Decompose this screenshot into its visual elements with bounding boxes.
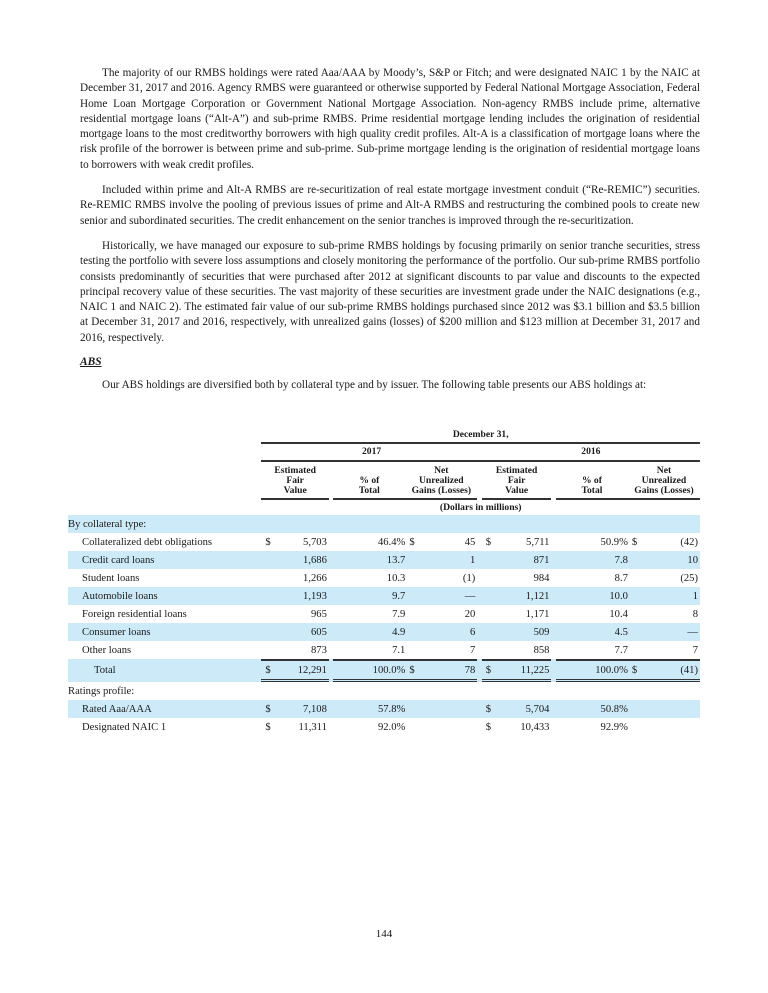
- abs-holdings-table: [68, 428, 700, 736]
- page-number: 144: [375, 928, 393, 940]
- col-header-pct-2017: % of Total: [333, 462, 405, 500]
- table-row: Credit card loans 1,686 13.7 1 871 7.8 10: [68, 551, 700, 569]
- table-row: Other loans 873 7.1 7 858 7.7 7: [82, 644, 698, 656]
- paragraph-sub-prime: Historically, we have managed our exposure to sub-prime RMBS holdings by focusing primarily on senior tranche securities, stress testing the portfolio with severe loss assumptions and closely monitoring the performance of the portfolio. Our sub-prime RMBS portfolio consists predominantly of securities that were purchased after 2012 at significant discounts to par value and discounts to the expected principal recovery value of these securities. The vast majority of these securities are investment grade under the NAIC designations (e.g., NAIC 1 and NAIC 2). The estimated fair value of our sub-prime RMBS holdings purchased since 2012 was $3.1 billion and $3.5 billion at December 31, 2017 and 2016, respectively, with unrealized gains (losses) of $200 million and $123 million at December 31, 2017 and 2016, respectively.: [80, 239, 700, 344]
- table-row-rating: Rated Aaa/AAA $ 7,108 57.8% $ 5,704 50.8%: [68, 700, 700, 718]
- paragraph-rmbs-ratings: The majority of our RMBS holdings were rated Aaa/AAA by Moody’s, S&P or Fitch; and were designated NAIC 1 by the NAIC at December 31, 2017 and 2016. Agency RMBS were guaranteed or otherwise supported by Federal National Mortgage Association, Federal Home Loan Mortgage Corporation or Government National Mortgage Association. Non-agency RMBS include prime, alternative residential mortgage loans (“Alt-A”) and sub-prime RMBS. Prime residential mortgage lending includes the origination of residential mortgage loans to the most creditworthy borrowers with high quality credit profiles. Alt-A is a classification of mortgage loans where the risk profile of the borrower is between prime and sub-prime. Sub-prime mortgage lending is the origination of residential mortgage loans to borrowers with weak credit profiles.: [80, 67, 700, 171]
- table-row: Foreign residential loans 965 7.9 20 1,171 10.4 8: [82, 608, 698, 620]
- section-heading-abs: ABS: [80, 356, 102, 369]
- col-header-pct-2016: % of Total: [556, 462, 628, 500]
- table-row-rating: Designated NAIC 1 $ 11,311 92.0% $ 10,433 92.9%: [82, 721, 628, 733]
- group-row: [68, 682, 700, 700]
- paragraph-re-remic: Included within prime and Alt-A RMBS are re-securitization of real estate mortgage investment conduit (“Re-REMIC”) securities. Re-REMIC RMBS involve the pooling of previous issues of prime and Alt-A RMBS and restructuring the combined pools to create new senior and subordinated securities. The credit enhancement on the senior tranches is improved through the re-securitization.: [80, 184, 700, 227]
- col-header-efv-2016: Estimated Fair Value: [482, 462, 552, 500]
- table-row-total: Total $ 12,291 100.0% $ 78 $ 11,225 100.0% $ (41): [68, 659, 700, 682]
- table-row: Consumer loans 605 4.9 6 509 4.5 —: [68, 623, 700, 641]
- table-row: Student loans 1,266 10.3 (1) 984 8.7 (25): [82, 572, 698, 584]
- group-label-collateral: By collateral type:: [68, 515, 700, 533]
- abs-holdings-table-container: [68, 428, 700, 736]
- document-body: [80, 66, 700, 403]
- year-header-2016: 2016: [482, 444, 700, 462]
- col-header-efv-2017: Estimated Fair Value: [261, 462, 328, 500]
- group-label-ratings: Ratings profile:: [68, 685, 135, 697]
- table-row: Automobile loans 1,193 9.7 — 1,121 10.0 1: [68, 587, 700, 605]
- paragraph-abs-intro: Our ABS holdings are diversified both by collateral type and by issuer. The following table presents our ABS holdings at:: [102, 379, 647, 392]
- table-row: Collateralized debt obligations $ 5,703 46.4% $ 45 $ 5,711 50.9% $ (42): [82, 536, 698, 548]
- year-header-2017: 2017: [261, 444, 481, 462]
- col-header-nug-2017: Net Unrealized Gains (Losses): [405, 462, 477, 500]
- units-label: (Dollars in millions): [439, 501, 522, 513]
- table-title: December 31,: [261, 428, 700, 444]
- group-row: [68, 515, 700, 533]
- col-header-nug-2016: Net Unrealized Gains (Losses): [628, 462, 700, 500]
